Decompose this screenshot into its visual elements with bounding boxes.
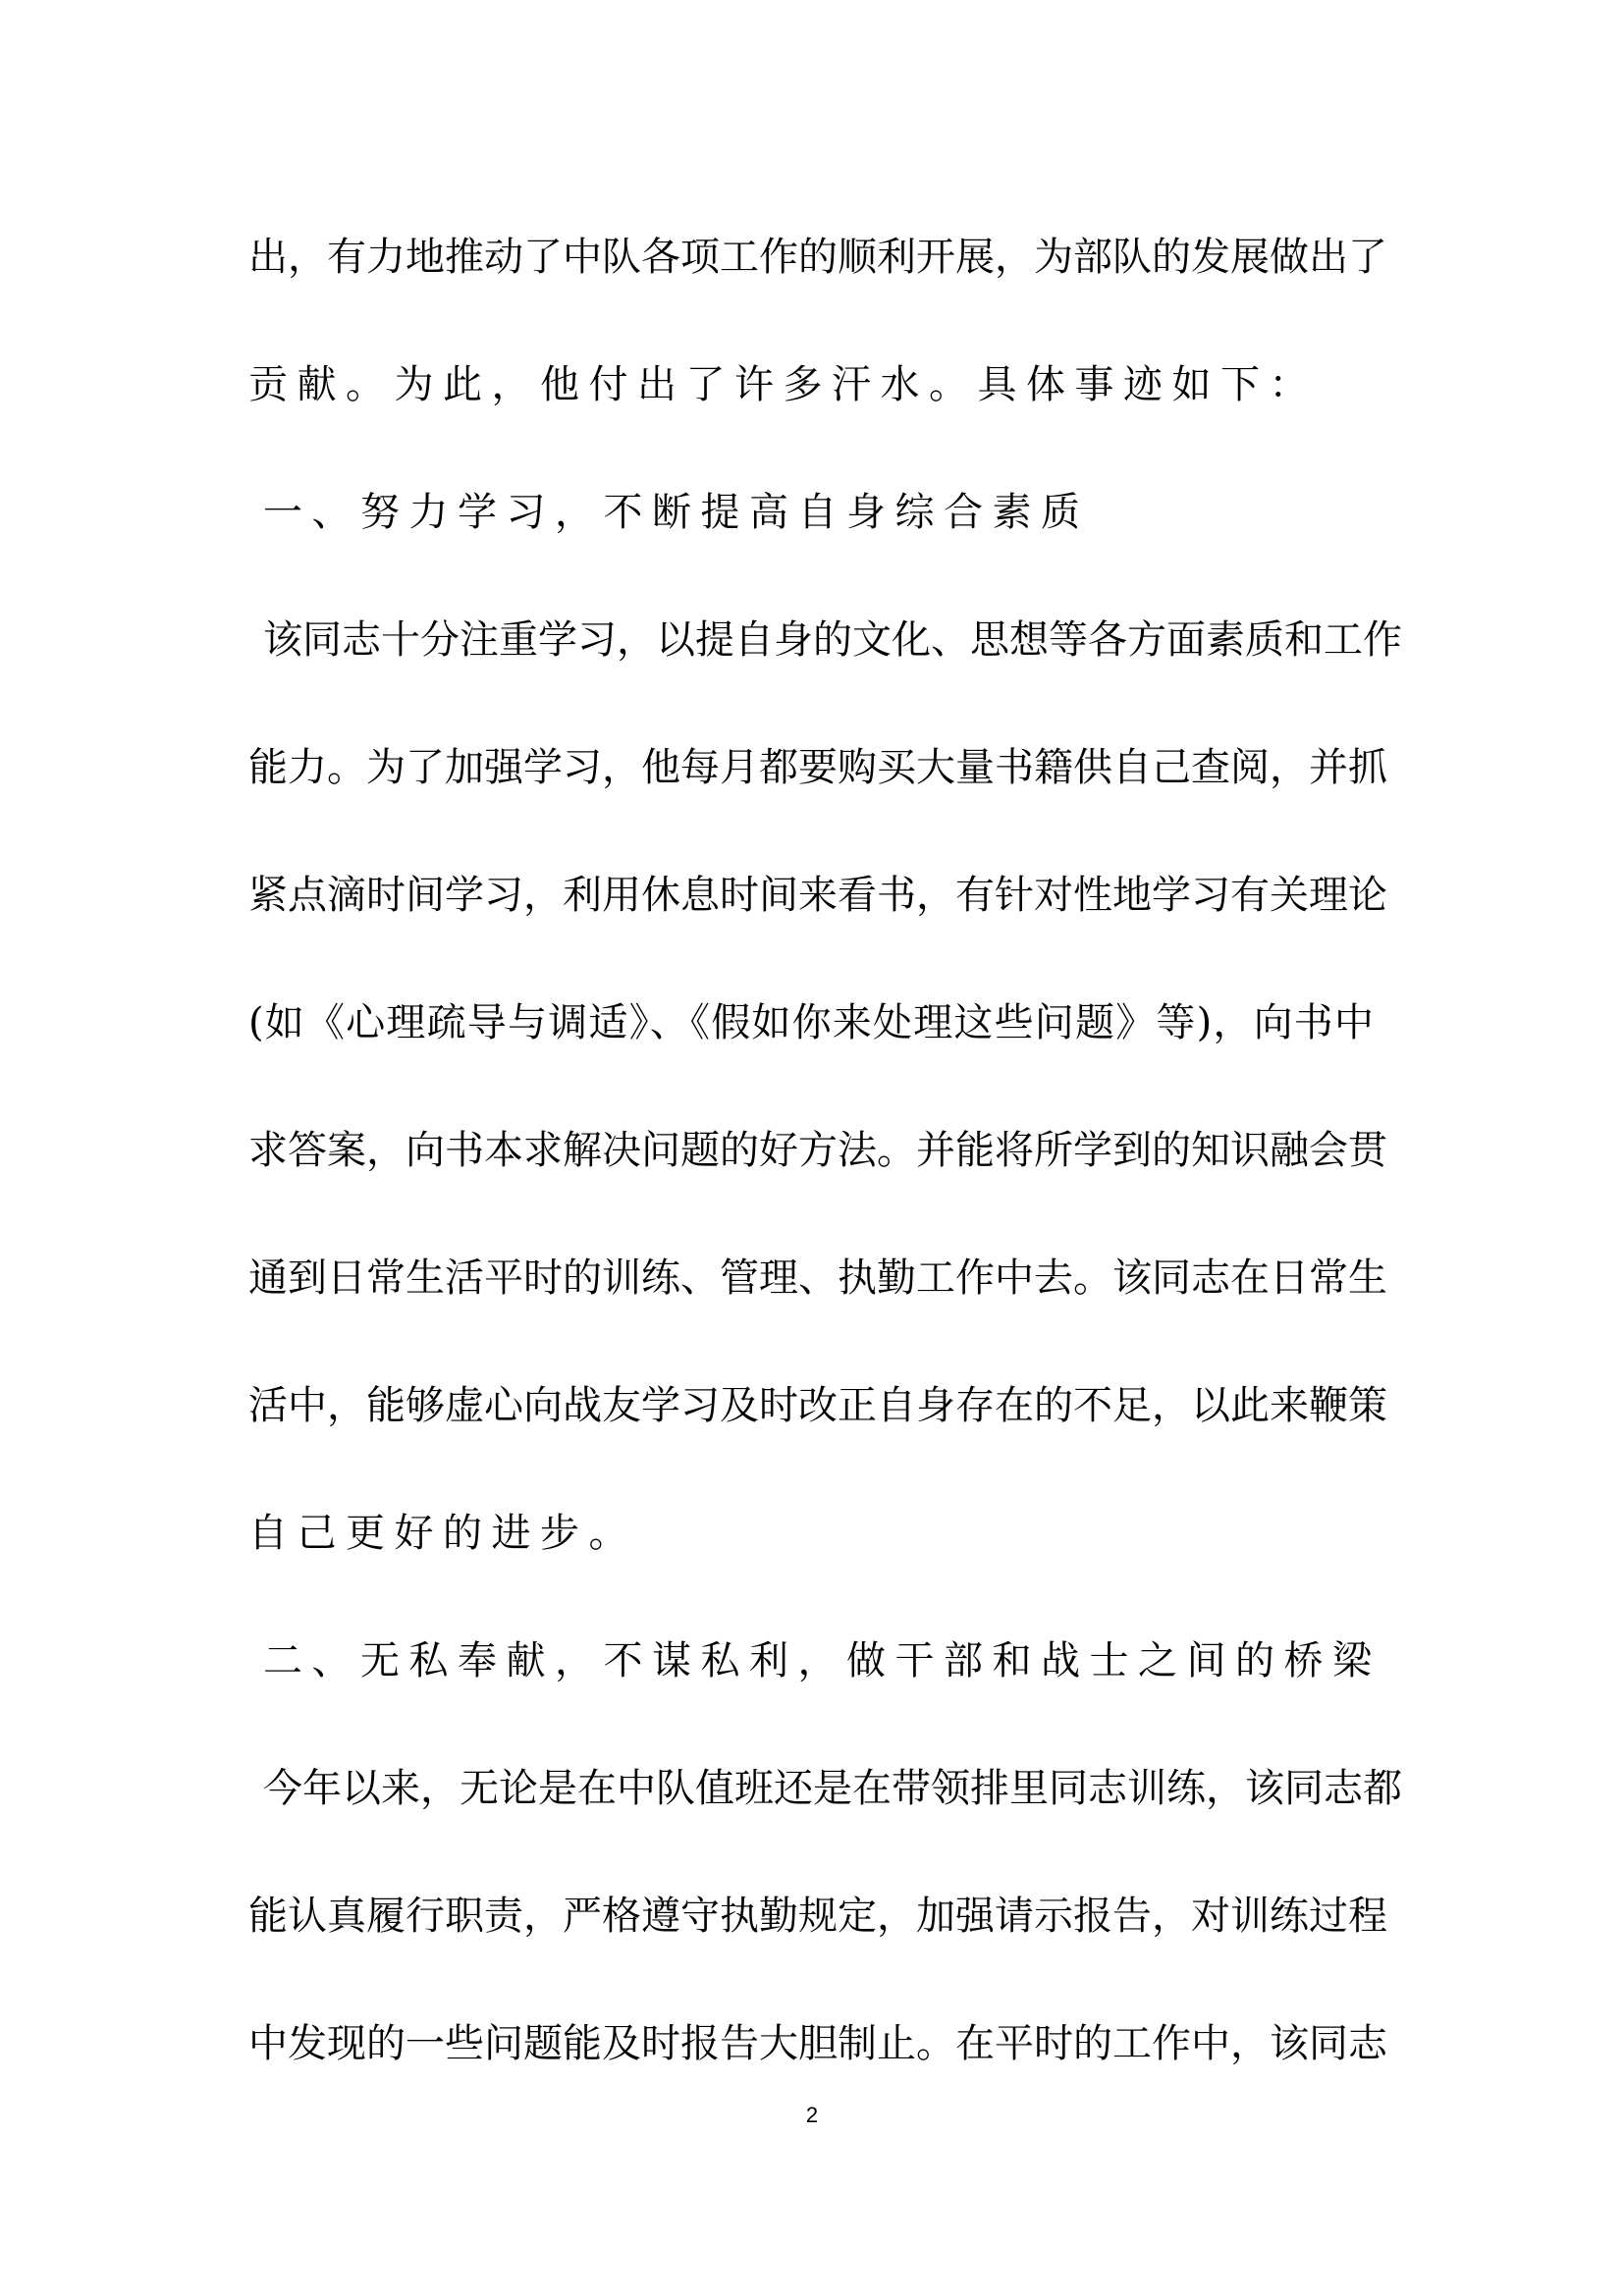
section-heading-1: 一、努力学习，不断提高自身综合素质 <box>263 490 1090 535</box>
section-heading-2: 二、无私奉献，不谋私利，做干部和战士之间的桥梁 <box>263 1638 1381 1683</box>
paragraph-line: 活中，能够虚心向战友学习及时改正自身存在的不足，以此来鞭策 <box>248 1383 1387 1428</box>
page-number: 2 <box>805 2103 819 2127</box>
paragraph-line: (如《心理疏导与调适》、《假如你来处理这些问题》等)，向书中 <box>248 1000 1374 1045</box>
paragraph-line: 能力。为了加强学习，他每月都要购买大量书籍供自己查阅，并抓 <box>248 745 1387 790</box>
paragraph-line: 今年以来，无论是在中队值班还是在带领排里同志训练，该同志都 <box>263 1766 1402 1811</box>
paragraph-line: 出，有力地推动了中队各项工作的顺利开展，为部队的发展做出了 <box>248 235 1387 280</box>
paragraph-line: 自己更好的进步。 <box>248 1511 637 1556</box>
paragraph-line: 中发现的一些问题能及时报告大胆制止。在平时的工作中，该同志 <box>248 2021 1387 2066</box>
paragraph-line: 能认真履行职责，严格遵守执勤规定，加强请示报告，对训练过程 <box>248 1894 1387 1939</box>
paragraph-line: 该同志十分注重学习，以提自身的文化、思想等各方面素质和工作 <box>263 617 1402 663</box>
paragraph-line: 紧点滴时间学习，利用休息时间来看书，有针对性地学习有关理论 <box>248 873 1387 918</box>
paragraph-line: 贡献。为此，他付出了许多汗水。具体事迹如下： <box>248 362 1318 407</box>
paragraph-line: 求答案，向书本求解决问题的好方法。并能将所学到的知识融会贯 <box>248 1128 1387 1173</box>
paragraph-line: 通到日常生活平时的训练、管理、执勤工作中去。该同志在日常生 <box>248 1255 1387 1301</box>
